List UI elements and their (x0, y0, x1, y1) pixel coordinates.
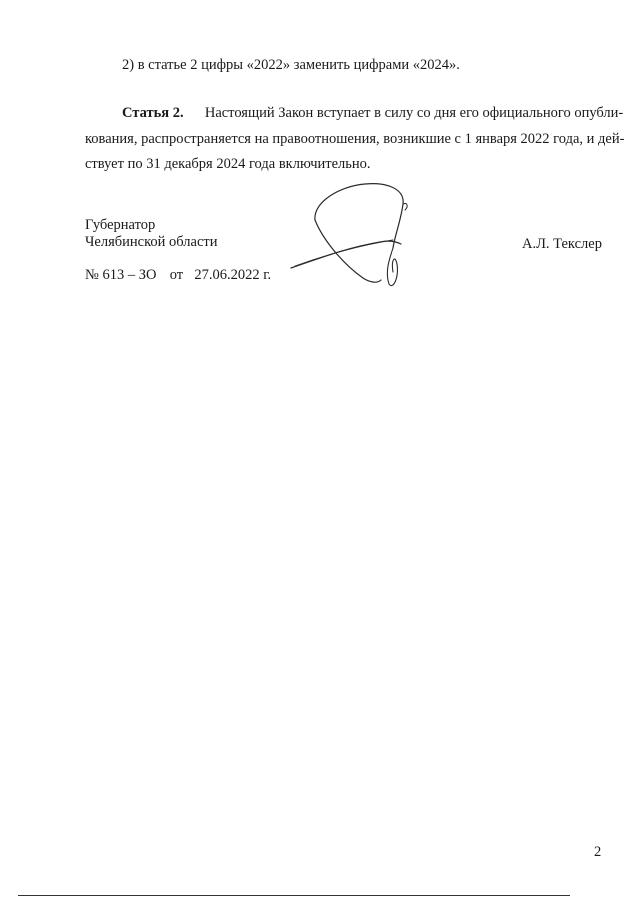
law-number-date (85, 266, 271, 284)
handwritten-signature (285, 180, 420, 290)
signatory-title-line1: Губернатор (85, 217, 156, 233)
page-number: 2 (594, 844, 602, 860)
law-number: № 613 – ЗО (85, 267, 157, 283)
date-prefix: от (169, 267, 184, 283)
bottom-rule (18, 895, 570, 896)
article-2-text-line1: Настоящий Закон вступает в силу со дня его официального опубли- (204, 105, 624, 121)
signatory-name: А.Л. Текслер (522, 236, 602, 252)
article-2-first-line (122, 104, 624, 122)
signatory-title-line2: Челябинской области (85, 234, 218, 250)
amendment-item-2: 2) в статье 2 цифры «2022» заменить цифрами «2024». (122, 57, 460, 73)
law-date: 27.06.2022 г. (194, 267, 272, 283)
article-2-text-line3: ствует по 31 декабря 2024 года включительно. (85, 156, 371, 172)
article-2-text-line2: кования, распространяется на правоотношения, возникшие с 1 января 2022 года, и дей- (85, 131, 625, 147)
article-2-label: Статья 2. (122, 105, 184, 121)
